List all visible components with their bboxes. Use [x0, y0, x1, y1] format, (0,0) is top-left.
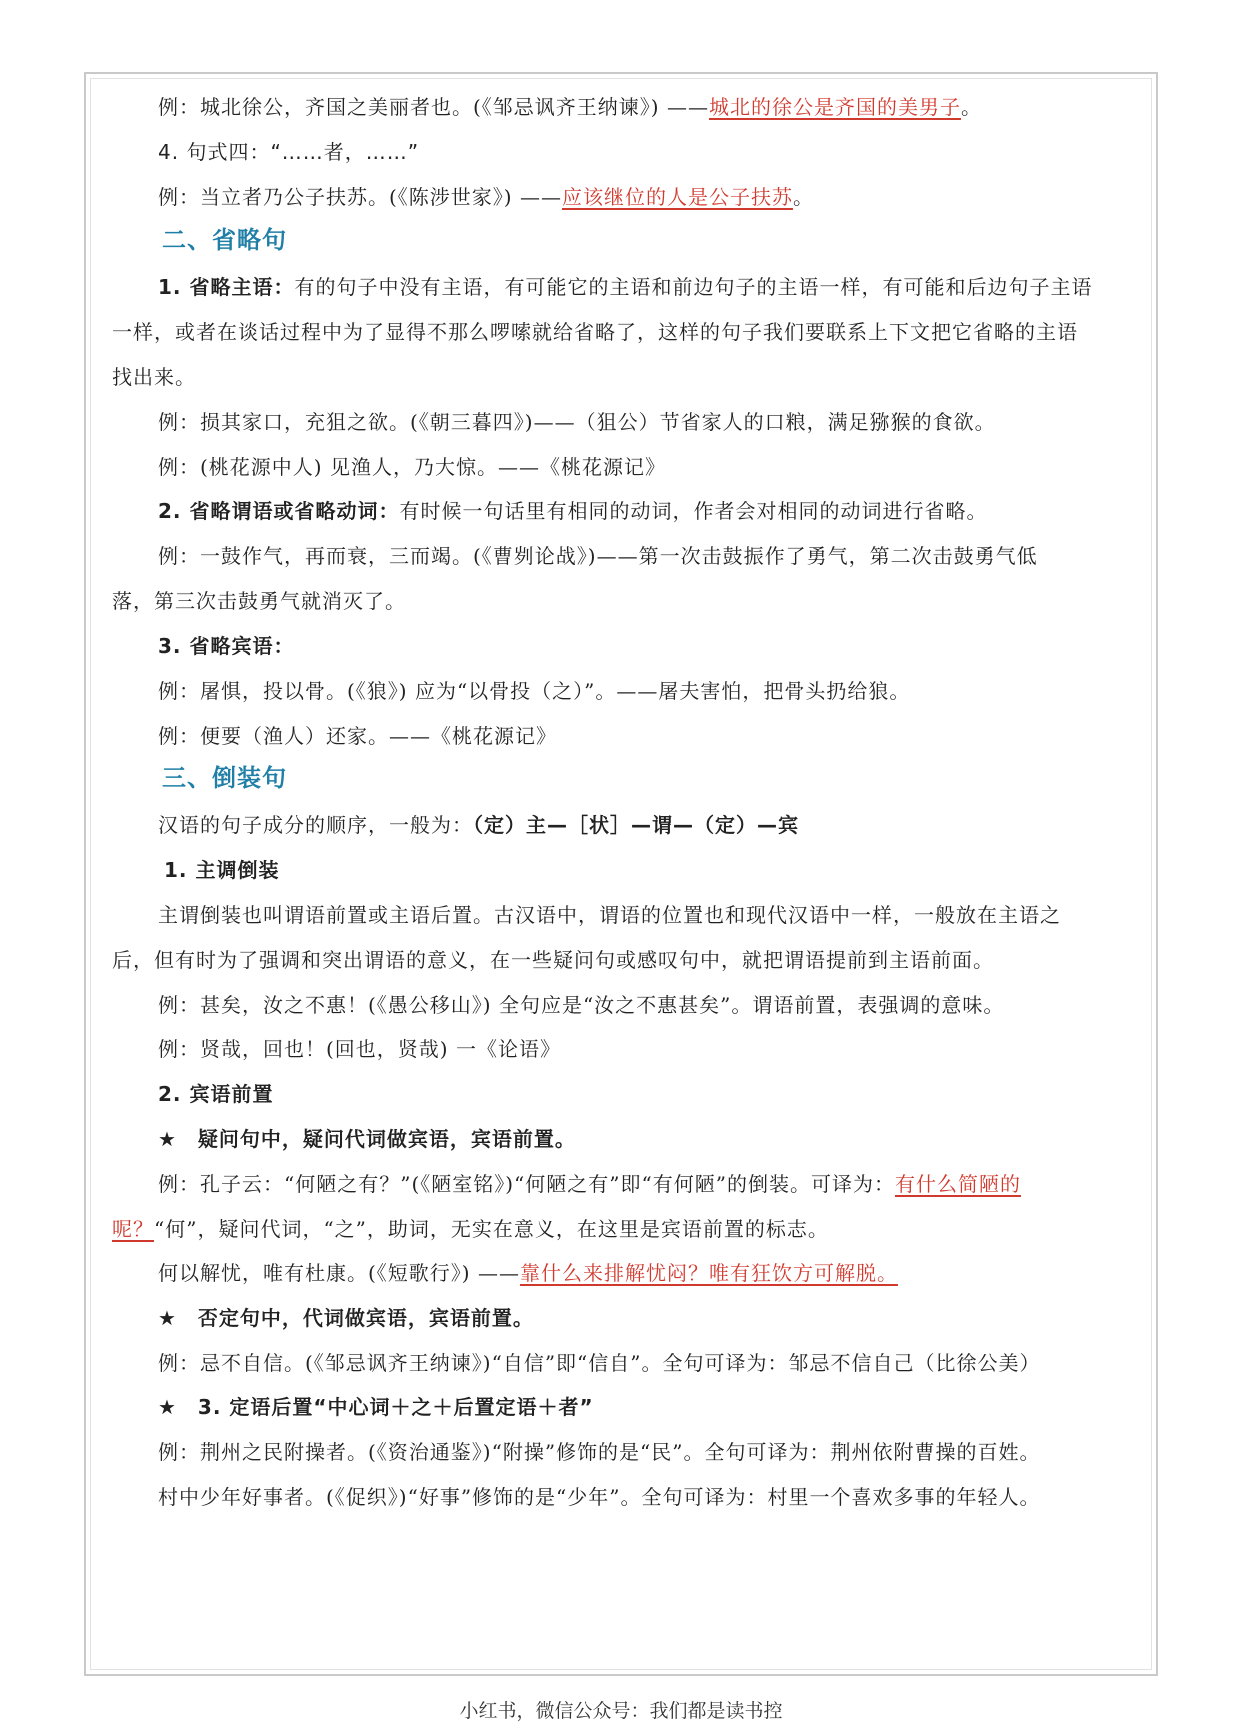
footer-watermark: 小红书，微信公众号：我们都是读书控 [459, 1700, 783, 1722]
example-line: 例：忌不自信。(《邹忌讽齐王纳谏》)“自信”即“信自”。全句可译为：邹忌不信自己（比徐公美） [158, 1351, 1041, 1375]
example-text: 例：城北徐公，齐国之美丽者也。(《邹忌讽齐王纳谏》) —— [158, 95, 709, 119]
example-text: “何”，疑问代词，“之”，助词，无实在意义，在这里是宾语前置的标志。 [154, 1217, 829, 1241]
example-line: 例：屠惧，投以骨。(《狼》) 应为“以骨投（之）”。——屠夫害怕，把骨头扔给狼。 [158, 679, 911, 703]
paragraph-line [158, 810, 799, 840]
paragraph-line [158, 272, 1092, 302]
paragraph-text: 有的句子中没有主语，有可能它的主语和前边句子的主语一样，有可能和后边句子主语 [294, 275, 1093, 299]
paragraph-line: 找出来。 [112, 365, 196, 389]
paragraph-line: 后，但有时为了强调和突出谓语的意义，在一些疑问句或感叹句中，就把谓语提前到主语前面。 [112, 948, 994, 972]
punct: 。 [792, 185, 814, 209]
rule-star-item: ★ 3. 定语后置“中心词＋之＋后置定语＋者” [158, 1395, 594, 1419]
subheading: 1. 省略主语： [158, 275, 295, 299]
example-line [158, 1169, 1021, 1199]
rule-star-item: ★ 疑问句中，疑问代词做宾语，宾语前置。 [158, 1127, 576, 1151]
example-line: 例：贤哉，回也！(回也，贤哉) 一《论语》 [158, 1037, 561, 1061]
example-line: 例：荆州之民附操者。(《资治通鉴》)“附操”修饰的是“民”。全句可译为：荆州依附曹操的百姓。 [158, 1440, 1041, 1464]
example-line: 落，第三次击鼓勇气就消灭了。 [112, 589, 406, 613]
example-text: 例：当立者乃公子扶苏。(《陈涉世家》) —— [158, 185, 562, 209]
example-line [112, 1214, 829, 1244]
example-line: 例：损其家口，充狙之欲。(《朝三暮四》)——（狙公）节省家人的口粮，满足猕猴的食欲。 [158, 410, 996, 434]
translation-answer: 靠什么来排解忧闷？唯有狂饮方可解脱。 [519, 1261, 898, 1285]
example-line [158, 92, 982, 122]
example-line [158, 182, 814, 212]
paragraph-line: 主谓倒装也叫谓语前置或主语后置。古汉语中，谓语的位置也和现代汉语中一样，一般放在主语之 [158, 903, 1061, 927]
example-text: 何以解忧，唯有杜康。(《短歌行》) —— [158, 1261, 520, 1285]
example-line [158, 1258, 898, 1288]
example-line: 例：甚矣，汝之不惠！(《愚公移山》) 全句应是“汝之不惠甚矣”。谓语前置，表强调的意味。 [158, 993, 1005, 1017]
example-line: 例：便要（渔人）还家。——《桃花源记》 [158, 724, 557, 748]
punct: 。 [960, 95, 982, 119]
example-line: 例：一鼓作气，再而衰，三而竭。(《曹刿论战》)——第一次击鼓振作了勇气，第二次击鼓勇气低 [158, 544, 1038, 568]
translation-answer: 应该继位的人是公子扶苏 [561, 185, 793, 209]
rule-star-item: ★ 否定句中，代词做宾语，宾语前置。 [158, 1306, 534, 1330]
section-heading-omission: 二、省略句 [162, 226, 287, 254]
pattern-heading: 4. 句式四：“……者，……” [158, 140, 420, 164]
paragraph-line: 一样，或者在谈话过程中为了显得不那么啰嗦就给省略了，这样的句子我们要联系上下文把它省略的主语 [112, 320, 1078, 344]
paragraph-text: 汉语的句子成分的顺序，一般为： [158, 813, 473, 837]
section-heading-inversion: 三、倒装句 [162, 764, 287, 792]
example-text: 例：孔子云：“何陋之有？”(《陋室铭》)“何陋之有”即“有何陋”的倒装。可译为： [158, 1172, 895, 1196]
word-order-formula: （定）主—［状］—谓—（定）—宾 [473, 813, 799, 837]
example-line: 例：(桃花源中人) 见渔人，乃大惊。——《桃花源记》 [158, 455, 666, 479]
paragraph-text: 有时候一句话里有相同的动词，作者会对相同的动词进行省略。 [399, 499, 988, 523]
translation-answer: 呢？ [112, 1217, 154, 1241]
example-line: 村中少年好事者。(《促织》)“好事”修饰的是“少年”。全句可译为：村里一个喜欢多事的年轻人。 [158, 1485, 1041, 1509]
subheading: 1. 主调倒装 [164, 858, 280, 882]
paragraph-line [158, 496, 987, 526]
translation-answer: 有什么简陋的 [894, 1172, 1021, 1196]
subheading: 2. 宾语前置 [158, 1082, 274, 1106]
subheading: 2. 省略谓语或省略动词： [158, 499, 400, 523]
subheading: 3. 省略宾语： [158, 634, 295, 658]
translation-answer: 城北的徐公是齐国的美男子 [708, 95, 961, 119]
